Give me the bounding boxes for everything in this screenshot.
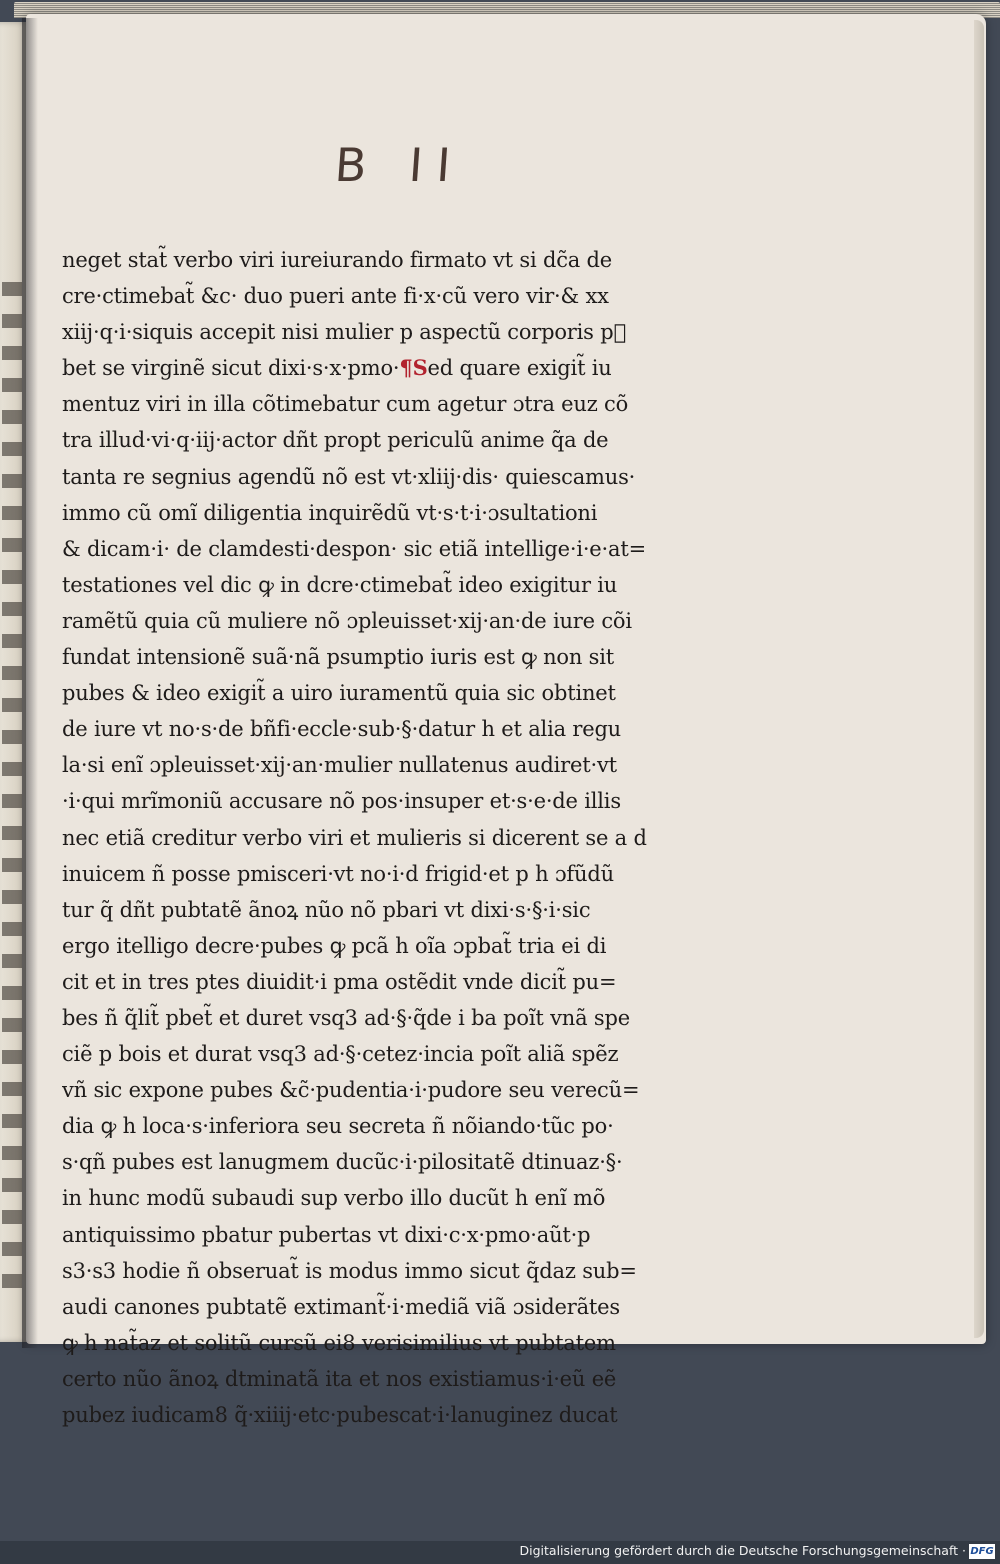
text-line-21: cit et in tres ptes diuidit·i pma ostẽdit vnde dicit̃ pu= — [62, 969, 617, 994]
facing-page-text-bleed — [2, 282, 22, 1302]
text-line-32: certo nũo ãnoꝝ dtminatã ita et nos existiamus·i·eũ eẽ — [62, 1366, 617, 1391]
text-line-4 — [62, 350, 692, 386]
text-line-11: ramẽtũ quia cũ muliere nõ ɔpleuisset·xij·an·de iure cõi — [62, 608, 632, 633]
text-line-18: inuicem ñ posse pmisceri·vt no·i·d frigid·et p h ɔfũdũ — [62, 861, 614, 886]
text-line-20: ergo itelligo decre·pubes ꝙ pcã h oĩa ɔpbat̃ tria ei di — [62, 933, 607, 958]
text-line-24: vñ sic expone pubes &c̃·pudentia·i·pudore seu verecũ= — [62, 1078, 640, 1103]
dfg-logo: DFG — [970, 1546, 994, 1557]
funding-credit: Digitalisierung gefördert durch die Deutsche Forschungsgemeinschaft · — [519, 1543, 966, 1558]
text-line-30: audi canones pubtatẽ extimant̃·i·mediã viã ɔsiderãtes — [62, 1294, 620, 1319]
text-line-1: neget stat̃ verbo viri iureiurando firmato vt si dc̃a de — [62, 248, 613, 272]
page-right-edge — [974, 20, 984, 1338]
text-line-31: ꝙ h nat̃az et solitũ cursũ ei8 verisimilius vt pubtatem — [62, 1330, 616, 1355]
text-line-16: ·i·qui mrĩmoniũ accusare nõ pos·insuper et·s·e·de illis — [62, 789, 621, 814]
text-line-4-start: bet se virginẽ sicut dixi·s·x·pmo· — [62, 356, 400, 381]
text-line-14: de iure vt no·s·de bñfi·eccle·sub·§·datur h et alia regu — [62, 717, 622, 742]
text-line-4-end: ed quare exigit̃ iu — [427, 356, 612, 381]
rubric-paragraph-mark: ¶S — [399, 355, 428, 381]
text-line-3: xiij·q·i·siquis accepit nisi mulier p aspectũ corporis pᷣ — [62, 320, 627, 345]
text-line-13: pubes & ideo exigit̃ a uiro iuramentũ quia sic obtinet — [62, 681, 616, 706]
text-line-10: testationes vel dic ꝙ in dcre·ctimebat̃ ideo exigitur iu — [62, 572, 618, 597]
text-line-33: pubez iudicam8 q̃·xiiij·etc·pubescat·i·lanuginez ducat — [62, 1403, 618, 1427]
text-line-19: tur q̃ dñt pubtatẽ ãnoꝝ nũo nõ pbari vt dixi·s·§·i·sic — [62, 897, 591, 922]
text-line-17: nec etiã creditur verbo viri et mulieris si dicerent se a d — [62, 825, 647, 850]
gutter-shadow — [22, 18, 38, 1348]
text-line-6: tra illud·vi·q·iij·actor dñt propt periculũ anime q̃a de — [62, 428, 609, 453]
text-line-26: s·qñ pubes est lanugmem ducũc·i·pilositatẽ dtinuaz·§· — [62, 1150, 623, 1175]
text-line-2: cre·ctimebat̃ &c· duo pueri ante fi·x·cũ vero vir·& xx — [62, 284, 609, 309]
text-line-29: s3·s3 hodie ñ obseruat̃ is modus immo sicut q̃daz sub= — [62, 1258, 637, 1283]
text-line-27: in hunc modũ subaudi sup verbo illo ducũt h enĩ mõ — [62, 1186, 606, 1211]
text-line-22: bes ñ q̃lit̃ pbet̃ et duret vsq3 ad·§·q̃de i ba poĩt vnã spe — [62, 1005, 630, 1030]
text-block — [62, 242, 692, 1433]
signature-mark: B II — [333, 138, 467, 192]
text-line-8: immo cũ omĩ diligentia inquirẽdũ vt·s·t·i·ɔsultationi — [62, 500, 598, 525]
text-line-25: dia ꝙ h loca·s·inferiora seu secreta ñ nõiando·tũc po· — [62, 1114, 614, 1139]
text-line-28: antiquissimo pbatur pubertas vt dixi·c·x·pmo·aũt·p — [62, 1222, 591, 1247]
text-line-9: & dicam·i· de clamdesti·despon· sic etiã intellige·i·e·at= — [62, 536, 646, 561]
text-line-23: ciẽ p bois et durat vsq3 ad·§·cetez·incia poĩt aliã spẽz — [62, 1042, 619, 1067]
text-line-15: la·si enĩ ɔpleuisset·xij·an·mulier nullatenus audiret·vt — [62, 753, 617, 778]
text-line-12: fundat intensionẽ suã·nã psumptio iuris est ꝙ non sit — [62, 645, 615, 670]
text-line-5: mentuz viri in illa cõtimebatur cum agetur ɔtra euz cõ — [62, 392, 629, 417]
text-line-7: tanta re segnius agendũ nõ est vt·xliij·dis· quiescamus· — [62, 464, 636, 489]
